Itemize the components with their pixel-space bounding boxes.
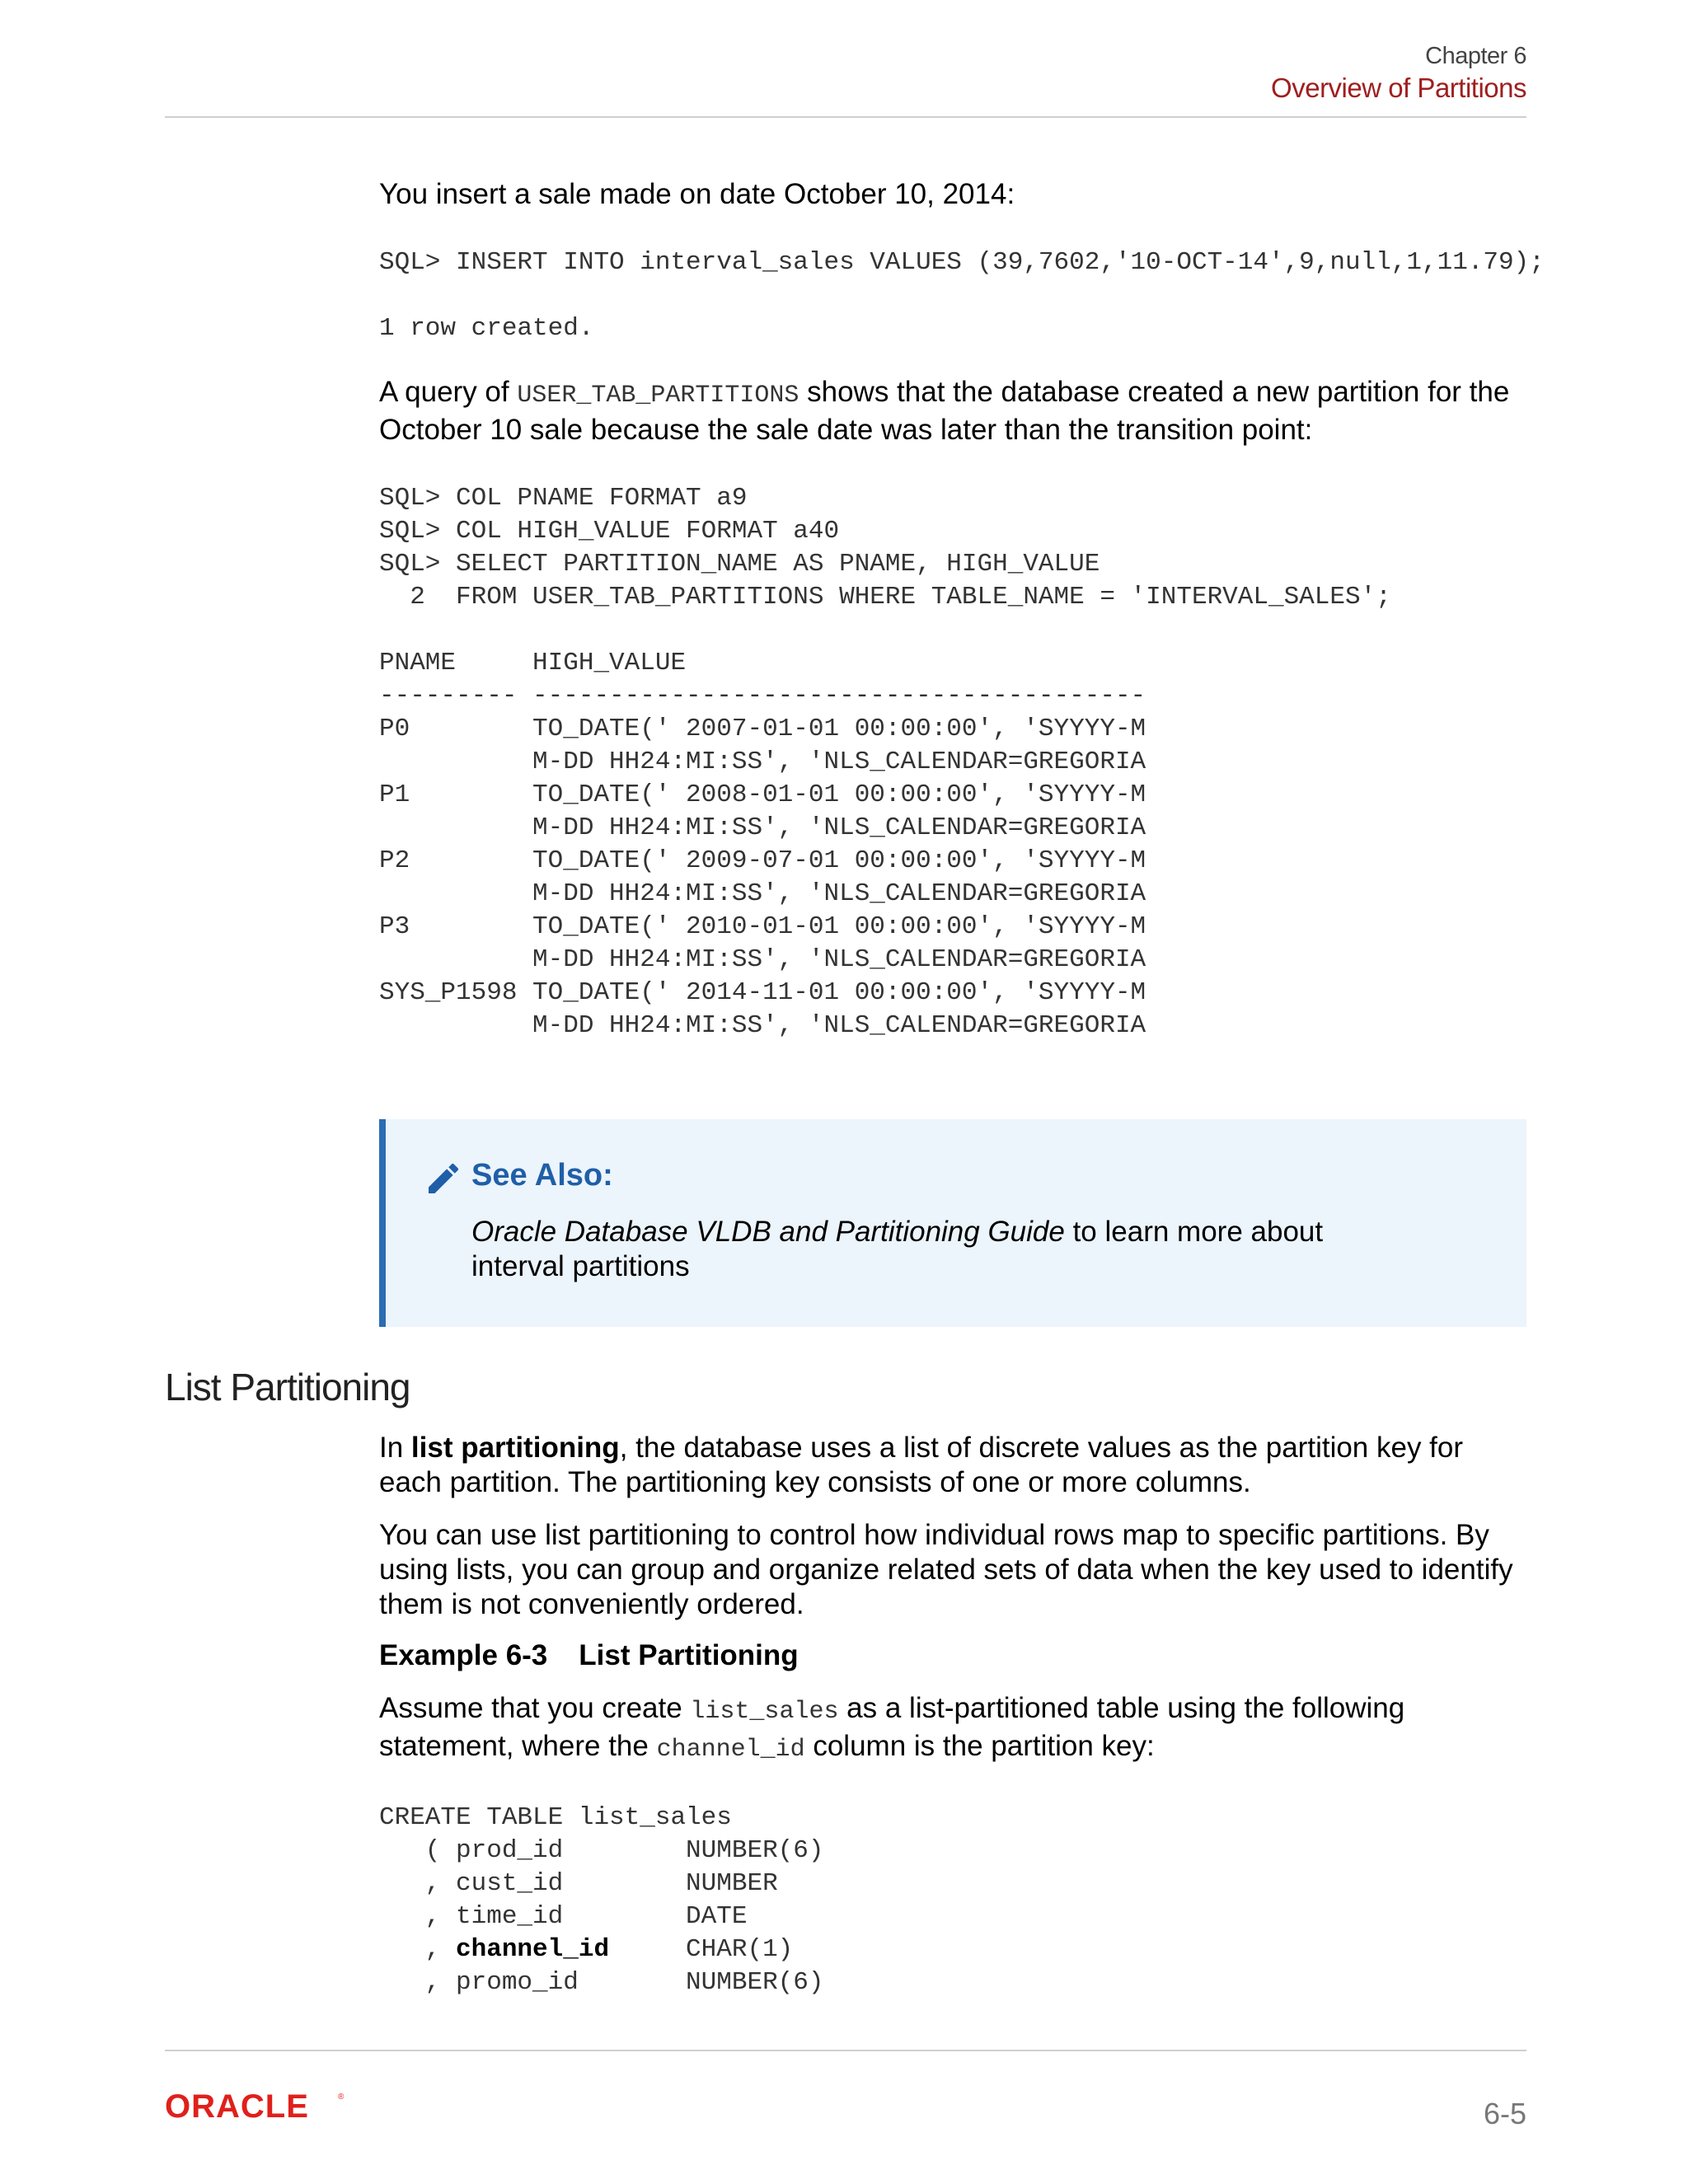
code-line-pre: , bbox=[379, 1935, 457, 1964]
paragraph-list-definition bbox=[379, 1431, 1526, 1500]
paragraph-query-pre: A query of bbox=[379, 376, 518, 408]
page-header bbox=[165, 41, 1526, 105]
inline-code-list-sales: list_sales bbox=[690, 1698, 839, 1726]
chapter-label: Chapter 6 bbox=[1425, 43, 1526, 69]
p3-post: , the database uses a list of discrete values as the partition key for each partition. The partitioning key consists of one or more columns. bbox=[379, 1432, 1464, 1498]
p3-pre: In bbox=[379, 1432, 411, 1464]
example-title: List Partitioning bbox=[579, 1639, 799, 1671]
paragraph-query-post: shows that the database created a new partition for the October 10 sale because the sale date was later than the transition point: bbox=[379, 376, 1510, 446]
see-also-title: See Also: bbox=[471, 1158, 613, 1193]
term-list-partitioning: list partitioning bbox=[410, 1432, 620, 1464]
code-bold-channel-id: channel_id bbox=[456, 1935, 610, 1964]
see-also-box bbox=[379, 1119, 1526, 1327]
p5-mid: as a list-partitioned table using the following statement, where the bbox=[379, 1692, 1405, 1762]
p5-pre: Assume that you create bbox=[379, 1692, 691, 1724]
oracle-logo bbox=[165, 2089, 354, 2126]
code-line: CREATE TABLE list_sales bbox=[379, 1803, 732, 1832]
example-heading bbox=[379, 1638, 1526, 1673]
main-content bbox=[379, 173, 1545, 1043]
pencil-icon bbox=[424, 1159, 463, 1198]
book-title-link[interactable]: Oracle Database VLDB and Partitioning Guide bbox=[471, 1216, 1065, 1248]
see-also-rest: to learn more about interval partitions bbox=[471, 1216, 1324, 1282]
list-partitioning-content bbox=[379, 1431, 1526, 1999]
header-divider bbox=[165, 116, 1526, 118]
paragraph-query bbox=[379, 375, 1526, 448]
page-number: 6-5 bbox=[1483, 2097, 1526, 2130]
code-line: , cust_id NUMBER bbox=[379, 1869, 778, 1898]
code-block-insert: SQL> INSERT INTO interval_sales VALUES (39,7602,'10-OCT-14',9,null,1,11.79); 1 row created. bbox=[379, 248, 1545, 343]
example-label: Example 6-3 bbox=[379, 1639, 548, 1671]
paragraph-insert-sale: You insert a sale made on date October 10, 2014: bbox=[379, 178, 1015, 210]
paragraph-assume bbox=[379, 1691, 1526, 1767]
paragraph-list-usage: You can use list partitioning to control how individual rows map to specific partitions. By using lists, you can group and organize related sets of data when the key used to identify them is not conveniently ordered. bbox=[379, 1519, 1513, 1620]
code-line-post: CHAR(1) bbox=[609, 1935, 794, 1964]
section-label: Overview of Partitions bbox=[1271, 73, 1526, 103]
footer-divider bbox=[165, 2050, 1526, 2051]
code-block-partitions-query: SQL> COL PNAME FORMAT a9 SQL> COL HIGH_VALUE FORMAT a40 SQL> SELECT PARTITION_NAME AS PNAME, HIGH_VALUE 2 FROM USER_TAB_PARTITIONS WHERE TABLE_NAME = 'INTERVAL_SALES'; PNAME HIGH_VALUE --------- ---------------------------------------- P0 TO_DATE(' 2007-01-01 00:00:00', 'SYYYY-M M-DD HH24:MI:SS', 'NLS_CALENDAR=GREGORIA P1 TO_DATE(' 2008-01-01 00:00:00', 'SYYYY-M M-DD HH24:MI:SS', 'NLS_CALENDAR=GREGORIA P2 TO_DATE(' 2009-07-01 00:00:00', 'SYYYY-M M-DD HH24:MI:SS', 'NLS_CALENDAR=GREGORIA P3 TO_DATE(' 2010-01-01 00:00:00', 'SYYYY-M M-DD HH24:MI:SS', 'NLS_CALENDAR=GREGORIA SYS_P1598 TO_DATE(' 2014-11-01 00:00:00', 'SYYYY-M M-DD HH24:MI:SS', 'NLS_CALENDAR=GREGORIA bbox=[379, 484, 1391, 1040]
svg-text:®: ® bbox=[338, 2093, 345, 2102]
inline-code-channel-id: channel_id bbox=[656, 1736, 805, 1764]
oracle-logo-mark bbox=[165, 2089, 354, 2122]
code-line: ( prod_id NUMBER(6) bbox=[379, 1836, 824, 1865]
see-also-text bbox=[471, 1215, 1411, 1284]
oracle-logo-text: ORACLE bbox=[165, 2089, 309, 2122]
code-line: , time_id DATE bbox=[379, 1902, 748, 1931]
code-line: , promo_id NUMBER(6) bbox=[379, 1968, 824, 1997]
p5-post: column is the partition key: bbox=[804, 1730, 1155, 1762]
code-block-create-table bbox=[379, 1802, 1526, 1999]
section-heading: List Partitioning bbox=[165, 1366, 410, 1408]
inline-code-user-tab-partitions: USER_TAB_PARTITIONS bbox=[517, 382, 799, 410]
